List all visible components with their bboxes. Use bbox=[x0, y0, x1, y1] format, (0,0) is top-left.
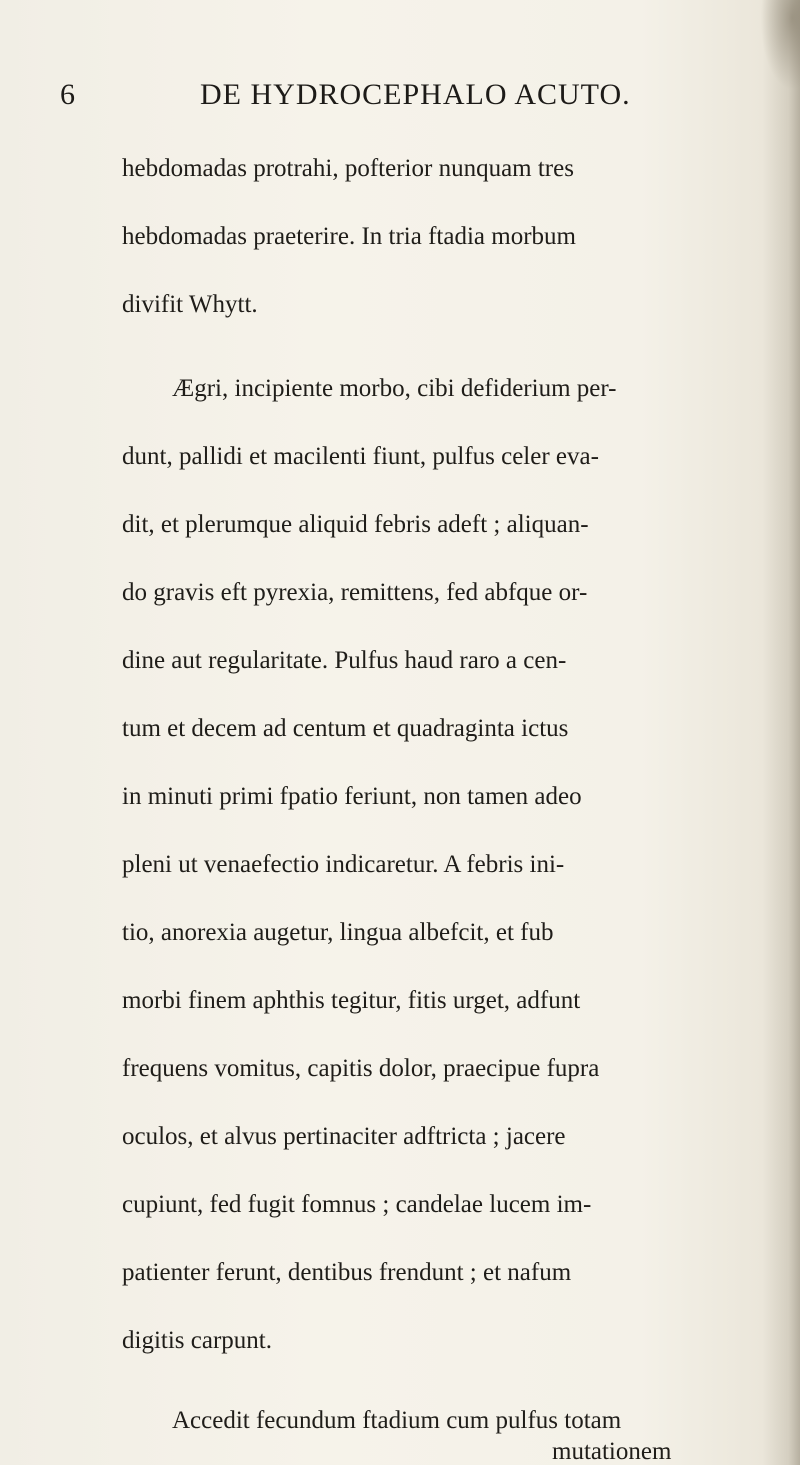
page-corner-stain bbox=[760, 0, 800, 90]
page-edge-shadow bbox=[762, 0, 800, 1465]
text-line: hebdomadas praeterire. In tria ftadia morbum bbox=[122, 223, 576, 250]
text-line: in minuti primi fpatio feriunt, non tamen adeo bbox=[122, 783, 582, 810]
text-line: tio, anorexia augetur, lingua albefcit, et fub bbox=[122, 919, 554, 946]
text-line: dit, et plerumque aliquid febris adeft ; aliquan- bbox=[122, 511, 589, 538]
text-line: Accedit fecundum ftadium cum pulfus totam bbox=[172, 1407, 622, 1434]
catchword: mutationem bbox=[552, 1438, 672, 1465]
text-line: cupiunt, fed fugit fomnus ; candelae lucem im- bbox=[122, 1191, 592, 1218]
text-line: pleni ut venaefectio indicaretur. A febris ini- bbox=[122, 851, 565, 878]
text-line: hebdomadas protrahi, pofterior nunquam tres bbox=[122, 155, 574, 182]
running-head bbox=[60, 78, 700, 118]
text-line: morbi finem aphthis tegitur, fitis urget, adfunt bbox=[122, 987, 581, 1014]
text-line: oculos, et alvus pertinaciter adftricta ; jacere bbox=[122, 1123, 566, 1150]
page-number: 6 bbox=[60, 78, 76, 111]
text-line: dunt, pallidi et macilenti fiunt, pulfus celer eva- bbox=[122, 443, 599, 470]
text-line: frequens vomitus, capitis dolor, praecipue fupra bbox=[122, 1055, 600, 1082]
text-line: patienter ferunt, dentibus frendunt ; et nafum bbox=[122, 1259, 572, 1286]
text-line: do gravis eft pyrexia, remittens, fed abfque or- bbox=[122, 579, 588, 606]
running-head-title: DE HYDROCEPHALO ACUTO. bbox=[200, 78, 631, 111]
text-line: digitis carpunt. bbox=[122, 1327, 272, 1354]
text-line: tum et decem ad centum et quadraginta ictus bbox=[122, 715, 569, 742]
text-line: dine aut regularitate. Pulfus haud raro a cen- bbox=[122, 647, 567, 674]
text-line: Ægri, incipiente morbo, cibi defiderium per- bbox=[172, 375, 617, 402]
text-line: divifit Whytt. bbox=[122, 291, 258, 318]
